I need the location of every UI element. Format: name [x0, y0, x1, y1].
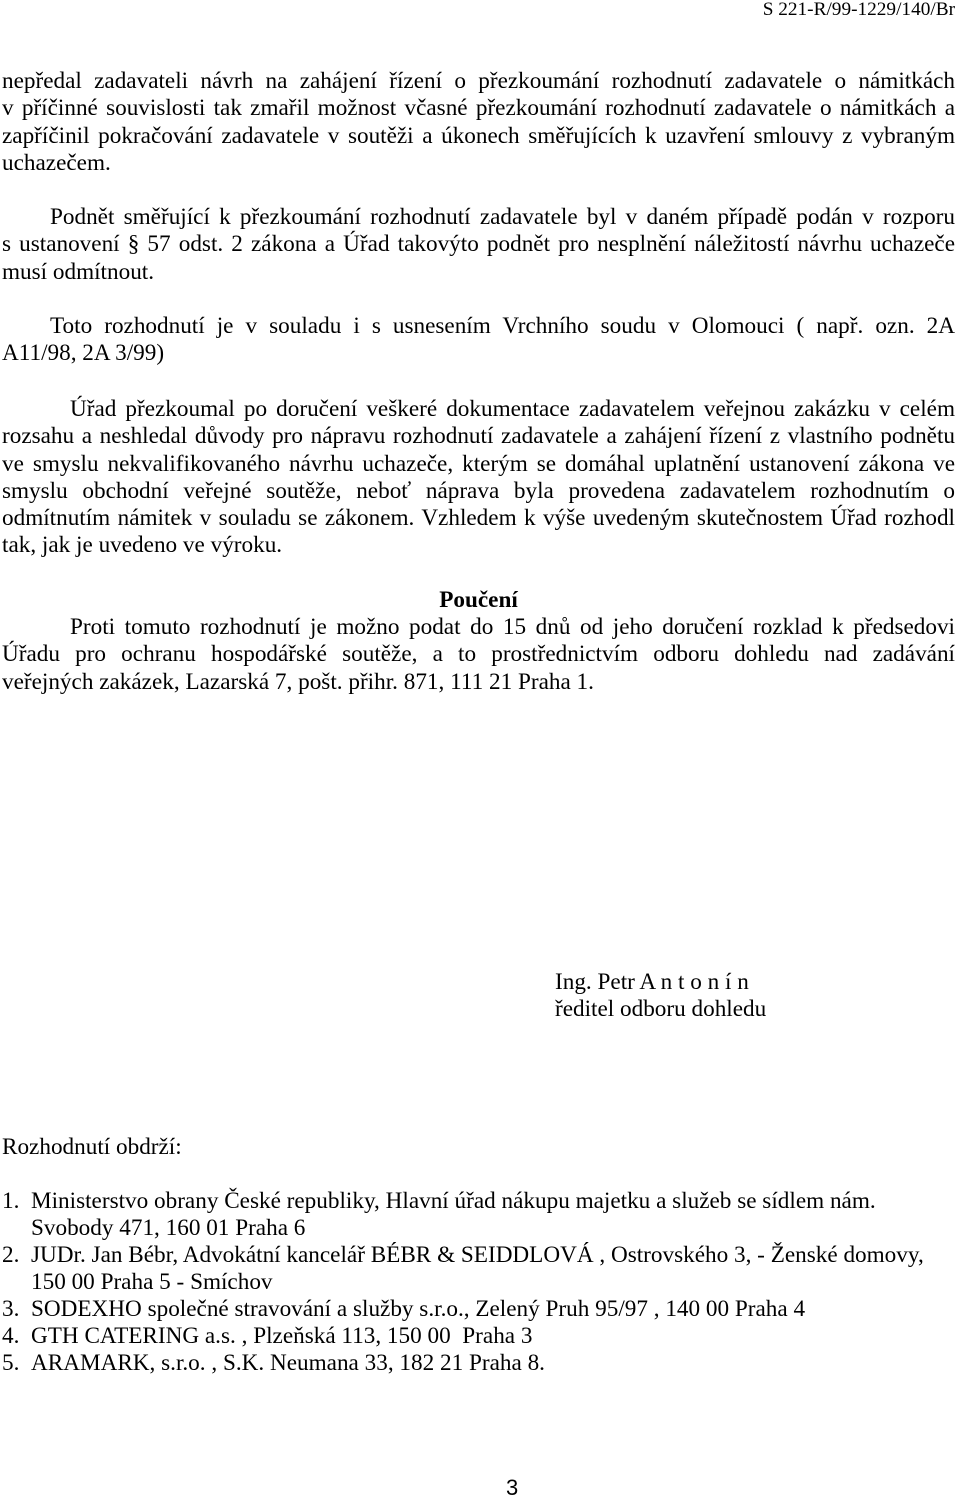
paragraph-line: tak, jak je uvedeno ve výroku.: [2, 532, 283, 559]
paragraph-line: A11/98, 2A 3/99): [2, 340, 165, 367]
paragraph-line: s ustanovení § 57 odst. 2 zákona a Úřad takovýto podnět pro nesplnění náležitostí návrhu uchazeče: [2, 231, 955, 258]
paragraph-line: ve smyslu nekvalifikovaného návrhu uchazeče, kterým se domáhal uplatnění ustanovení zákona ve: [2, 450, 955, 477]
paragraph-1: [2, 68, 955, 177]
list-item: [2, 1296, 955, 1323]
list-item-number: 1.: [2, 1188, 20, 1214]
paragraph-4: [2, 396, 955, 560]
paragraph-line: zapříčinil pokračování zadavatele v soutěži a úkonech směřujících k uzavření smlouvy z vybraným: [2, 122, 955, 149]
paragraph-line: v příčinné souvislosti tak zmařil možnost včasné přezkoumání rozhodnutí zadavatele o námitkách a: [2, 95, 955, 122]
list-item-text: GTH CATERING a.s. , Plzeňská 113, 150 00 Praha 3: [31, 1323, 533, 1349]
list-item-number: 4.: [2, 1323, 20, 1349]
list-item-text: JUDr. Jan Bébr, Advokátní kancelář BÉBR & SEIDDLOVÁ , Ostrovského 3, - Ženské domovy,: [31, 1242, 924, 1268]
list-item-number: 3.: [2, 1296, 20, 1322]
list-item-text: Ministerstvo obrany České republiky, Hlavní úřad nákupu majetku a služeb se sídlem nám.: [31, 1188, 876, 1214]
instruction-heading: Poučení: [439, 587, 518, 613]
signatory-name: Ing. Petr A n t o n í n: [555, 969, 749, 995]
paragraph-line: nepředal zadavateli návrh na zahájení řízení o přezkoumání rozhodnutí zadavatele o námitkách: [2, 68, 955, 94]
paragraph-line: Úřadu pro ochranu hospodářské soutěže, a to prostřednictvím odboru dohledu nad zadávání: [2, 641, 955, 668]
list-item: [2, 1323, 955, 1350]
signature-block: [555, 969, 766, 1023]
document-reference-number: S 221-R/99-1229/140/Br: [762, 0, 955, 20]
list-item: [2, 1188, 955, 1242]
recipients-heading: Rozhodnutí obdrží:: [2, 1134, 182, 1160]
paragraph-line: Podnět směřující k přezkoumání rozhodnutí zadavatele byl v daném případě podán v rozporu: [50, 204, 955, 230]
list-item-number: 2.: [2, 1242, 20, 1268]
list-item: [2, 1242, 955, 1296]
paragraph-line: Proti tomuto rozhodnutí je možno podat do 15 dnů od jeho doručení rozklad k předsedovi: [70, 614, 955, 640]
list-item: [2, 1350, 955, 1377]
paragraph-line: uchazečem.: [2, 149, 111, 176]
paragraph-line: musí odmítnout.: [2, 258, 155, 285]
paragraph-line: veřejných zakázek, Lazarská 7, pošt. přihr. 871, 111 21 Praha 1.: [2, 668, 594, 695]
paragraph-line: smyslu obchodní veřejné soutěže, neboť náprava byla provedena zadavatelem rozhodnutím o: [2, 477, 955, 504]
list-item-text: 150 00 Praha 5 - Smíchov: [31, 1269, 273, 1295]
paragraph-3: [2, 313, 955, 368]
list-item-text: Svobody 471, 160 01 Praha 6: [31, 1215, 306, 1241]
paragraph-2: [2, 204, 955, 286]
paragraph-line: odmítnutím námitek v souladu se zákonem. Vzhledem k výše uvedeným skutečnostem Úřad rozhodl: [2, 505, 955, 532]
list-item-text: SODEXHO společné stravování a služby s.r.o., Zelený Pruh 95/97 , 140 00 Praha 4: [31, 1296, 806, 1322]
instruction-paragraph: [2, 614, 955, 696]
recipients-list: [2, 1188, 955, 1377]
list-item-number: 5.: [2, 1350, 20, 1376]
list-item-text: ARAMARK, s.r.o. , S.K. Neumana 33, 182 21 Praha 8.: [31, 1350, 545, 1376]
paragraph-line: Toto rozhodnutí je v souladu i s usnesením Vrchního soudu v Olomouci ( např. ozn. 2A: [50, 313, 955, 339]
paragraph-line: Úřad přezkoumal po doručení veškeré dokumentace zadavatelem veřejnou zakázku v celém: [70, 396, 955, 422]
signatory-title: ředitel odboru dohledu: [555, 996, 767, 1022]
page-number: 3: [506, 1475, 519, 1500]
paragraph-line: rozsahu a neshledal důvody pro nápravu rozhodnutí zadavatele a zahájení řízení z vlastního podnětu: [2, 423, 955, 450]
